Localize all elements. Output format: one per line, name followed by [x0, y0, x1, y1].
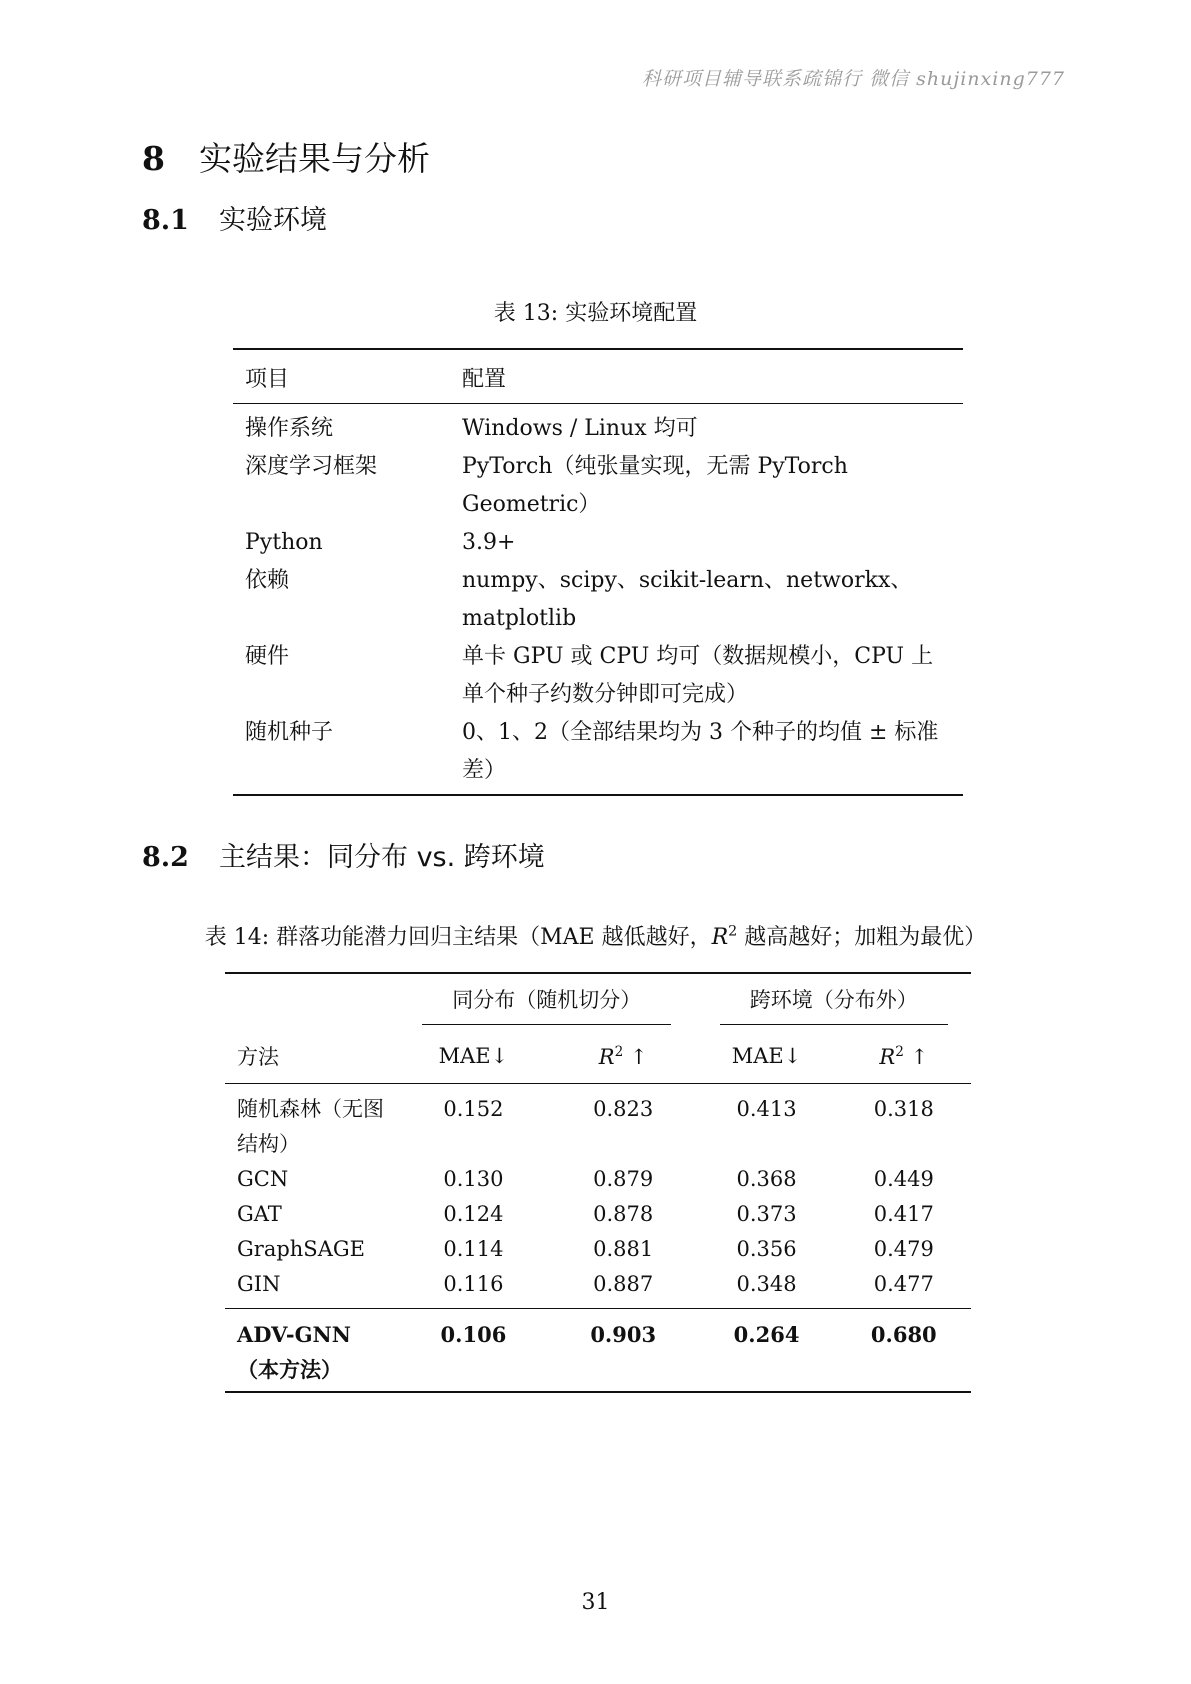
subsection-title-text: 实验环境 — [218, 205, 327, 236]
value-cell: 0.881 — [593, 1237, 654, 1261]
method-name: ADV-GNN（本方法） — [225, 1309, 397, 1393]
cell-item: Python — [245, 530, 323, 555]
value-cell: 0.318 — [873, 1097, 934, 1121]
cell-item: 硬件 — [245, 644, 290, 669]
method-name: 随机森林（无图结构） — [237, 1097, 384, 1156]
table-row — [233, 638, 963, 714]
value-cell: 0.879 — [593, 1167, 654, 1191]
table-row — [225, 1197, 971, 1232]
cell-config: Windows / Linux 均可 — [462, 416, 698, 441]
table-row — [225, 1267, 971, 1309]
table-row — [233, 562, 963, 638]
cell-config: numpy、scipy、scikit-learn、networkx、matplotlib — [462, 568, 913, 631]
value-cell: 0.887 — [593, 1272, 654, 1296]
value-cell: 0.823 — [593, 1097, 654, 1121]
value-cell: 0.413 — [736, 1097, 797, 1121]
page-number: 31 — [581, 1590, 610, 1615]
subsection-number: 8.2 — [142, 842, 189, 873]
table-row — [233, 404, 963, 449]
value-cell: 0.116 — [443, 1272, 504, 1296]
section-title-text: 实验结果与分析 — [198, 139, 430, 178]
table-row — [233, 448, 963, 524]
env-config-table — [233, 348, 963, 796]
subsection-title-env — [142, 198, 327, 237]
table-header-item: 项目 — [233, 349, 450, 404]
table-row — [233, 714, 963, 795]
cell-item: 深度学习框架 — [245, 454, 378, 479]
method-header: 方法 — [225, 1033, 397, 1084]
value-cell: 0.130 — [443, 1167, 504, 1191]
value-cell: 0.356 — [736, 1237, 797, 1261]
group-header-out-of-distribution: 跨环境（分布外） — [697, 973, 971, 1033]
table-header-config: 配置 — [450, 349, 963, 404]
value-cell: 0.124 — [443, 1202, 504, 1226]
table13-caption: 表 13: 实验环境配置 — [493, 301, 698, 326]
value-cell: 0.264 — [697, 1309, 837, 1393]
header-spacer — [225, 973, 397, 1033]
value-cell: 0.368 — [736, 1167, 797, 1191]
table-row — [233, 524, 963, 562]
value-cell: 0.373 — [736, 1202, 797, 1226]
cell-config: 单卡 GPU 或 CPU 均可（数据规模小，CPU 上单个种子约数分钟即可完成） — [462, 644, 934, 707]
caption-r: R — [711, 925, 729, 950]
method-name: GraphSAGE — [237, 1237, 365, 1261]
section-number: 8 — [142, 139, 165, 178]
value-cell: 0.903 — [550, 1309, 697, 1393]
value-cell: 0.878 — [593, 1202, 654, 1226]
subsection-title-results — [142, 835, 545, 874]
caption-suffix: 越高越好；加粗为最优） — [737, 925, 987, 950]
r2-header-in: $R^2$ ↑ — [550, 1033, 697, 1084]
value-cell: 0.114 — [443, 1237, 504, 1261]
mae-header-out: MAE↓ — [697, 1033, 837, 1084]
caption-prefix: 表 14: 群落功能潜力回归主结果（MAE 越低越好， — [204, 925, 712, 950]
cell-config: PyTorch（纯张量实现，无需 PyTorch Geometric） — [462, 454, 848, 517]
value-cell: 0.348 — [736, 1272, 797, 1296]
value-cell: 0.152 — [443, 1097, 504, 1121]
cell-config: 3.9+ — [462, 530, 516, 555]
method-name: GCN — [237, 1167, 289, 1191]
value-cell: 0.479 — [873, 1237, 934, 1261]
cell-item: 操作系统 — [245, 416, 334, 441]
value-cell: 0.417 — [873, 1202, 934, 1226]
cell-config: 0、1、2（全部结果均为 3 个种子的均值 ± 标准差） — [450, 714, 963, 795]
section-title — [142, 133, 430, 180]
cell-item: 随机种子 — [233, 714, 450, 795]
table14-caption — [0, 920, 1191, 951]
method-name: GAT — [237, 1202, 282, 1226]
subsection-number: 8.1 — [142, 205, 189, 236]
value-cell: 0.449 — [873, 1167, 934, 1191]
mae-header-in: MAE↓ — [397, 1033, 550, 1084]
subsection-title-text: 主结果：同分布 vs. 跨环境 — [218, 842, 545, 873]
watermark: 科研项目辅导联系疏锦行 微信 shujinxing777 — [642, 68, 1065, 90]
cell-item: 依赖 — [245, 568, 290, 593]
value-cell: 0.680 — [837, 1309, 971, 1393]
table-row-best — [225, 1309, 971, 1393]
group-header-in-distribution: 同分布（随机切分） — [397, 973, 697, 1033]
value-cell: 0.477 — [873, 1272, 934, 1296]
table-row — [225, 1232, 971, 1267]
results-table — [225, 972, 971, 1393]
r2-header-out: $R^2$ ↑ — [837, 1033, 971, 1084]
value-cell: 0.106 — [397, 1309, 550, 1393]
caption-sup: 2 — [728, 923, 738, 940]
table-row — [225, 1084, 971, 1163]
method-name: GIN — [237, 1272, 281, 1296]
table-row — [225, 1162, 971, 1197]
